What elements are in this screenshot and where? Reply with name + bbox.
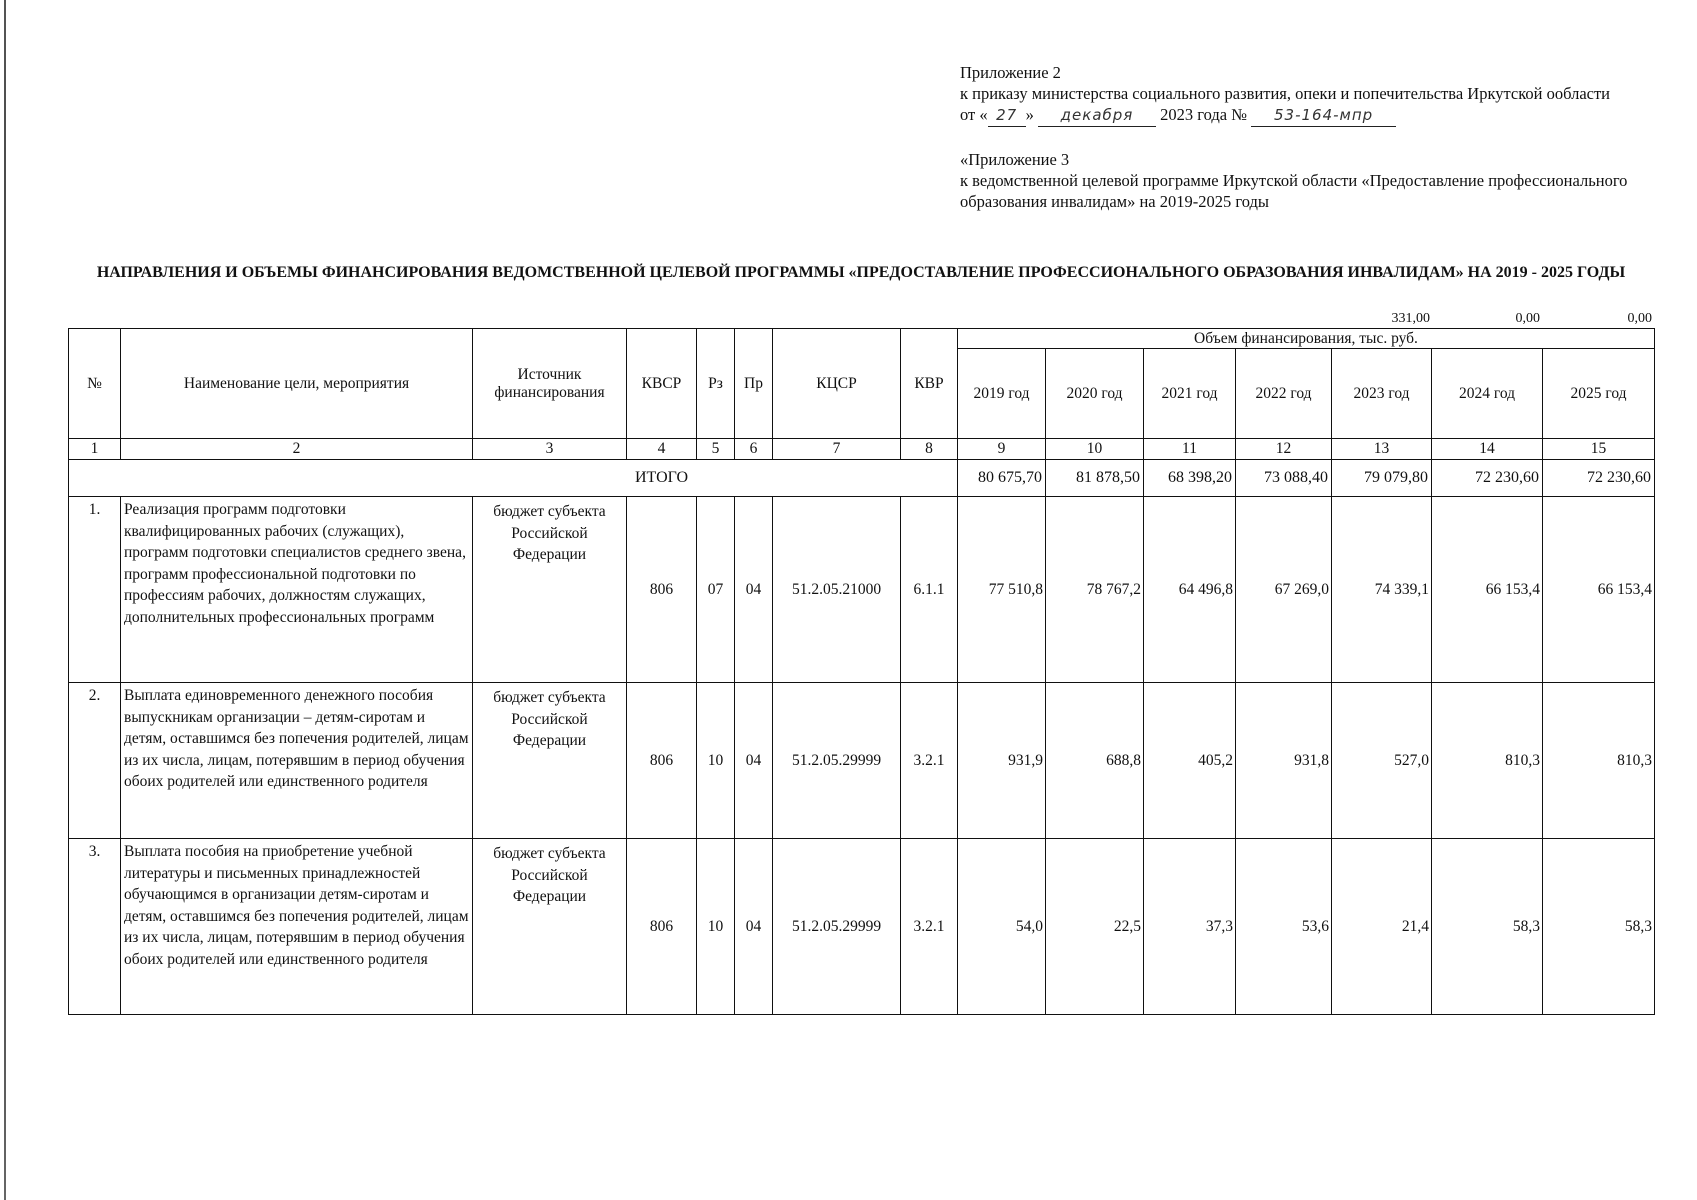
column-number: 1 [69,439,121,460]
scan-edge-line [4,0,6,1200]
column-number: 2 [121,439,473,460]
row-kvsr: 806 [627,683,697,839]
header-year: 2019 год [958,349,1046,439]
row-kvr: 3.2.1 [901,683,958,839]
column-number: 13 [1332,439,1432,460]
row-kcsr: 51.2.05.29999 [773,683,901,839]
row-value: 58,3 [1543,839,1655,1015]
row-value: 21,4 [1332,839,1432,1015]
header-volume: Объем финансирования, тыс. руб. [958,329,1655,349]
row-name: Выплата единовременного денежного пособия выпускникам организации – детям-сиротам и детям, оставшимся без попечения родителей, лицам из их числа, лицам, потерявшим в период обучения обоих родителей или единственного родителя [121,683,473,839]
total-value: 68 398,20 [1144,460,1236,497]
column-number: 5 [697,439,735,460]
column-number: 4 [627,439,697,460]
total-value: 72 230,60 [1543,460,1655,497]
row-number: 2. [69,683,121,839]
column-number: 8 [901,439,958,460]
total-value: 80 675,70 [958,460,1046,497]
row-kcsr: 51.2.05.21000 [773,497,901,683]
row-kvr: 3.2.1 [901,839,958,1015]
total-value: 81 878,50 [1046,460,1144,497]
row-value: 931,9 [958,683,1046,839]
row-rz: 10 [697,683,735,839]
row-value: 77 510,8 [958,497,1046,683]
row-number: 1. [69,497,121,683]
row-name: Реализация программ подготовки квалифицированных рабочих (служащих), программ подготовки специалистов среднего звена, программ профессиональной подготовки по профессиям рабочих, должностям служащих, дополнительных профессиональных программ [121,497,473,683]
row-value: 74 339,1 [1332,497,1432,683]
column-number-row [69,439,1655,460]
date-quote: » [1025,105,1034,124]
row-number: 3. [69,839,121,1015]
row-value: 67 269,0 [1236,497,1332,683]
row-kvsr: 806 [627,839,697,1015]
table-header-row [69,329,1655,349]
row-source: бюджет субъекта Российской Федерации [473,683,627,839]
date-prefix: от « [960,105,988,124]
column-number: 15 [1543,439,1655,460]
header-kvr: КВР [901,329,958,439]
row-kvr: 6.1.1 [901,497,958,683]
total-value: 79 079,80 [1332,460,1432,497]
row-value: 66 153,4 [1543,497,1655,683]
row-value: 78 767,2 [1046,497,1144,683]
appendix3-title: «Приложение 3 [960,150,1070,169]
row-value: 53,6 [1236,839,1332,1015]
row-value: 405,2 [1144,683,1236,839]
appendix3-text: к ведомственной целевой программе Иркутской области «Предоставление профессионального образования инвалидам» на 2019-2025 годы [960,171,1628,211]
header-kvsr: КВСР [627,329,697,439]
checksum-2023: 331,00 [1391,311,1430,326]
row-value: 810,3 [1543,683,1655,839]
column-number: 12 [1236,439,1332,460]
total-label: ИТОГО [69,460,958,497]
financing-table [68,328,1655,1015]
table-row [69,839,1655,1015]
column-number: 7 [773,439,901,460]
row-value: 37,3 [1144,839,1236,1015]
header-year: 2022 год [1236,349,1332,439]
column-number: 3 [473,439,627,460]
header-name: Наименование цели, мероприятия [121,329,473,439]
row-pr: 04 [735,497,773,683]
row-source: бюджет субъекта Российской Федерации [473,839,627,1015]
row-kcsr: 51.2.05.29999 [773,839,901,1015]
handwritten-day: 27 [988,105,1026,127]
appendix2-order-line: к приказу министерства социального развития, опеки и попечительства Иркутской ообласти [960,84,1611,103]
total-value: 72 230,60 [1432,460,1543,497]
row-pr: 04 [735,683,773,839]
header-year: 2025 год [1543,349,1655,439]
column-number: 9 [958,439,1046,460]
row-name: Выплата пособия на приобретение учебной литературы и письменных принадлежностей обучающимся в организации детям-сиротам и детям, оставшимся без попечения родителей, лицам из их числа, лицам, потерявшим в период обучения обоих родителей или единственного родителя [121,839,473,1015]
row-value: 22,5 [1046,839,1144,1015]
row-value: 810,3 [1432,683,1543,839]
row-value: 66 153,4 [1432,497,1543,683]
checksum-2025: 0,00 [1627,311,1652,326]
header-pr: Пр [735,329,773,439]
total-row [69,460,1655,497]
header-year: 2024 год [1432,349,1543,439]
table-row [69,497,1655,683]
column-number: 14 [1432,439,1543,460]
row-rz: 07 [697,497,735,683]
row-value: 527,0 [1332,683,1432,839]
row-value: 58,3 [1432,839,1543,1015]
row-value: 64 496,8 [1144,497,1236,683]
handwritten-month: декабря [1038,105,1156,127]
checksum-2024: 0,00 [1515,311,1540,326]
row-rz: 10 [697,839,735,1015]
row-value: 931,8 [1236,683,1332,839]
header-number: № [69,329,121,439]
column-number: 11 [1144,439,1236,460]
handwritten-order-number: 53-164-мпр [1251,105,1396,127]
row-kvsr: 806 [627,497,697,683]
appendix2-title: Приложение 2 [960,63,1061,82]
column-number: 10 [1046,439,1144,460]
appendix-header [960,62,1680,212]
row-source: бюджет субъекта Российской Федерации [473,497,627,683]
document-title: НАПРАВЛЕНИЯ И ОБЪЕМЫ ФИНАНСИРОВАНИЯ ВЕДОМСТВЕННОЙ ЦЕЛЕВОЙ ПРОГРАММЫ «ПРЕДОСТАВЛЕНИЕ ПРОФЕССИОНАЛЬНОГО ОБРАЗОВАНИЯ ИНВАЛИДАМ» НА 2019 - 2025 ГОДЫ [96,264,1626,281]
row-value: 54,0 [958,839,1046,1015]
total-value: 73 088,40 [1236,460,1332,497]
header-year: 2023 год [1332,349,1432,439]
header-year: 2020 год [1046,349,1144,439]
header-source: Источник финансирования [473,329,627,439]
row-pr: 04 [735,839,773,1015]
appendix2-date-line [960,104,1680,127]
header-rz: Рз [697,329,735,439]
row-value: 688,8 [1046,683,1144,839]
header-kcsr: КЦСР [773,329,901,439]
column-number: 6 [735,439,773,460]
date-year: 2023 года № [1160,105,1247,124]
table-row [69,683,1655,839]
header-year: 2021 год [1144,349,1236,439]
